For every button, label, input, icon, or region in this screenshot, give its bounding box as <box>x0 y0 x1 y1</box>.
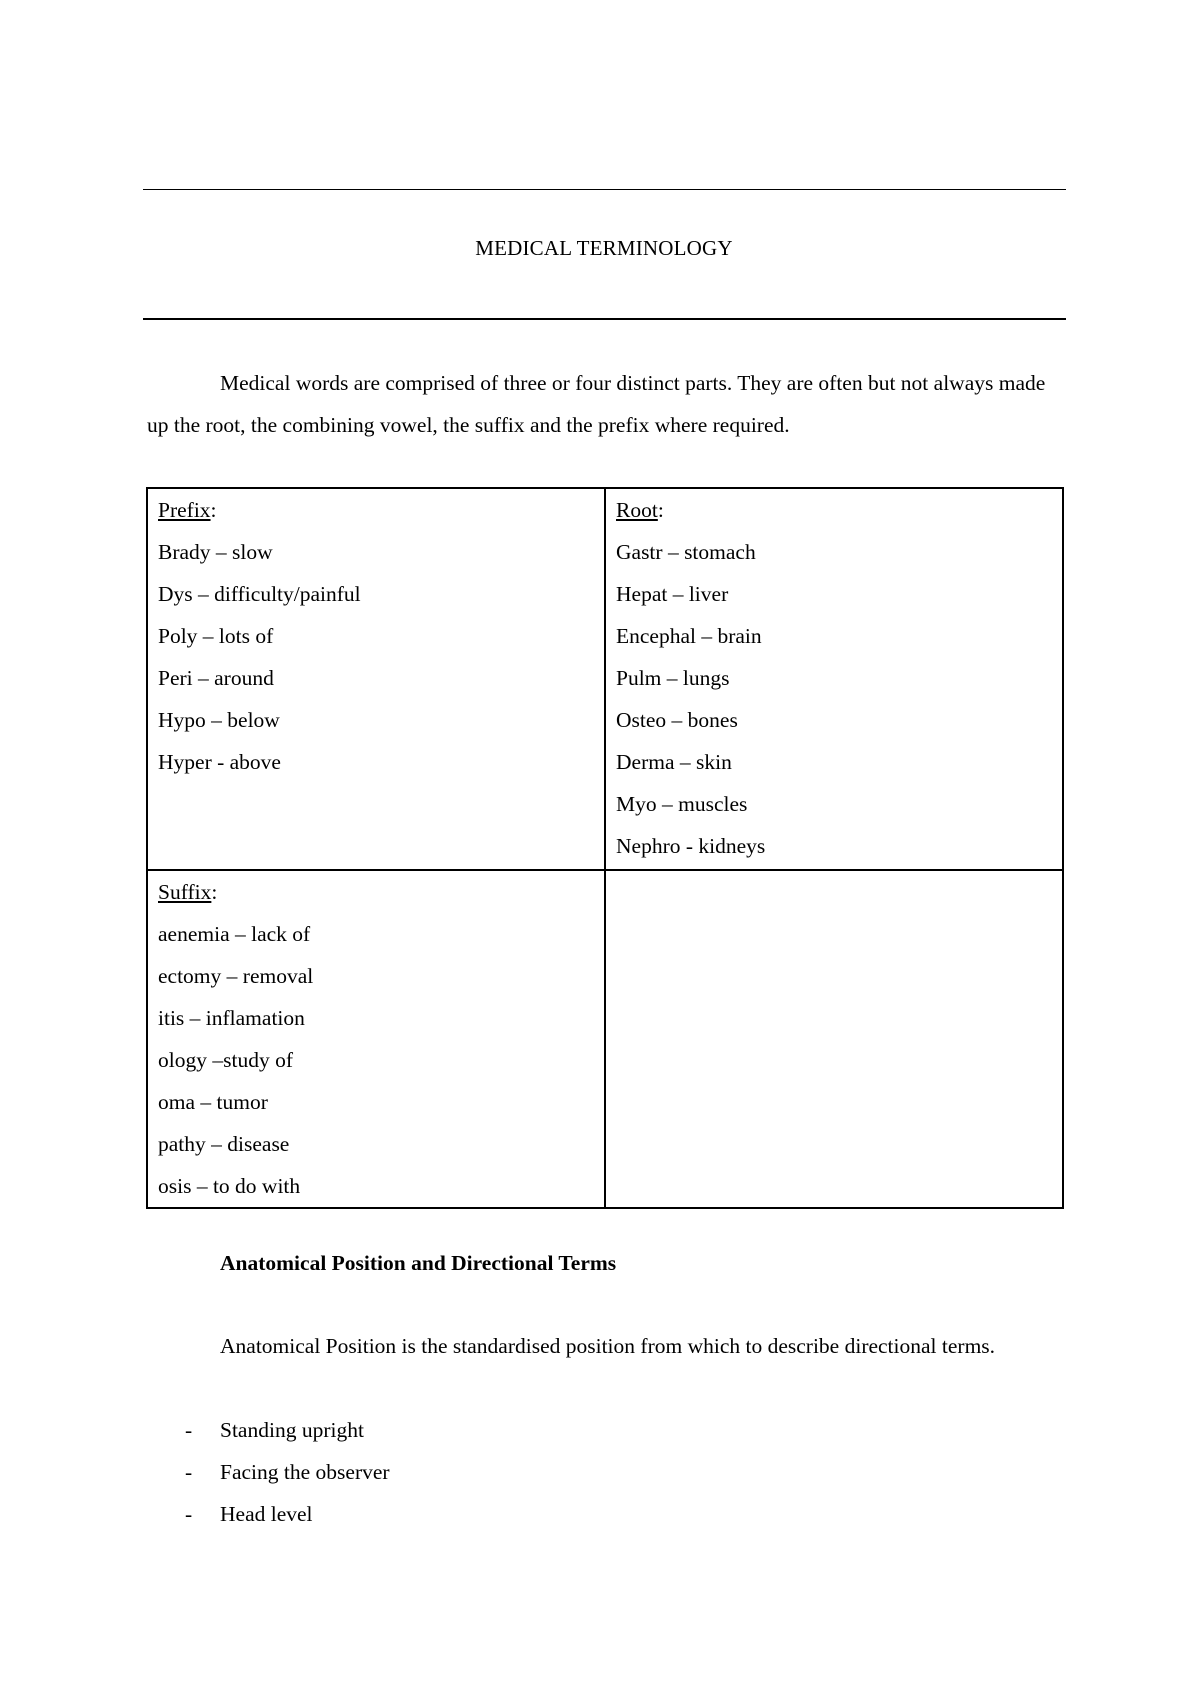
prefix-cell <box>147 488 605 870</box>
prefix-item: Dys – difficulty/painful <box>158 582 361 606</box>
list-item-text: Standing upright <box>220 1418 364 1442</box>
suffix-cell <box>147 870 605 1208</box>
root-heading-text: Root <box>616 498 658 522</box>
bullet-dash: - <box>185 1418 193 1442</box>
bullet-dash: - <box>185 1502 193 1526</box>
intro-paragraph: Medical words are comprised of three or four distinct parts. They are often but not always made up the root, the combining vowel, the suffix and the prefix where required. <box>147 371 1046 437</box>
root-item: Gastr – stomach <box>616 540 756 564</box>
suffix-item: itis – inflamation <box>158 1006 305 1030</box>
suffix-item: oma – tumor <box>158 1090 268 1114</box>
bullet-list <box>185 1409 390 1535</box>
list-item-text: Head level <box>220 1502 313 1526</box>
suffix-item: ology –study of <box>158 1048 293 1072</box>
suffix-item: pathy – disease <box>158 1132 290 1156</box>
suffix-item: aenemia – lack of <box>158 922 311 946</box>
prefix-item: Hypo – below <box>158 708 280 732</box>
document-title: MEDICAL TERMINOLOGY <box>475 236 733 260</box>
bullet-dash: - <box>185 1460 193 1484</box>
suffix-item: ectomy – removal <box>158 964 314 988</box>
prefix-heading-colon: : <box>210 498 217 522</box>
prefix-heading <box>158 489 594 531</box>
root-cell <box>605 488 1063 870</box>
suffix-heading-text: Suffix <box>158 880 212 904</box>
prefix-item: Peri – around <box>158 666 274 690</box>
root-heading <box>616 489 1052 531</box>
root-item: Encephal – brain <box>616 624 762 648</box>
terminology-table <box>146 487 1064 1209</box>
prefix-item: Poly – lots of <box>158 624 274 648</box>
list-item <box>185 1451 390 1493</box>
suffix-item: osis – to do with <box>158 1174 301 1198</box>
list-item <box>185 1493 390 1535</box>
prefix-item: Hyper - above <box>158 750 281 774</box>
prefix-heading-text: Prefix <box>158 498 211 522</box>
title-top-rule <box>143 189 1066 190</box>
empty-cell <box>605 870 1063 1208</box>
section-paragraph: Anatomical Position is the standardised position from which to describe directional terms. <box>220 1334 996 1358</box>
list-item <box>185 1409 390 1451</box>
suffix-heading <box>158 871 594 913</box>
root-item: Hepat – liver <box>616 582 729 606</box>
title-bottom-rule <box>143 318 1066 320</box>
root-item: Pulm – lungs <box>616 666 730 690</box>
list-item-text: Facing the observer <box>220 1460 390 1484</box>
root-item: Derma – skin <box>616 750 732 774</box>
root-item: Myo – muscles <box>616 792 748 816</box>
root-heading-colon: : <box>657 498 664 522</box>
section-heading: Anatomical Position and Directional Terms <box>220 1251 617 1275</box>
root-item: Nephro - kidneys <box>616 834 766 858</box>
root-item: Osteo – bones <box>616 708 738 732</box>
suffix-heading-colon: : <box>211 880 218 904</box>
prefix-item: Brady – slow <box>158 540 273 564</box>
